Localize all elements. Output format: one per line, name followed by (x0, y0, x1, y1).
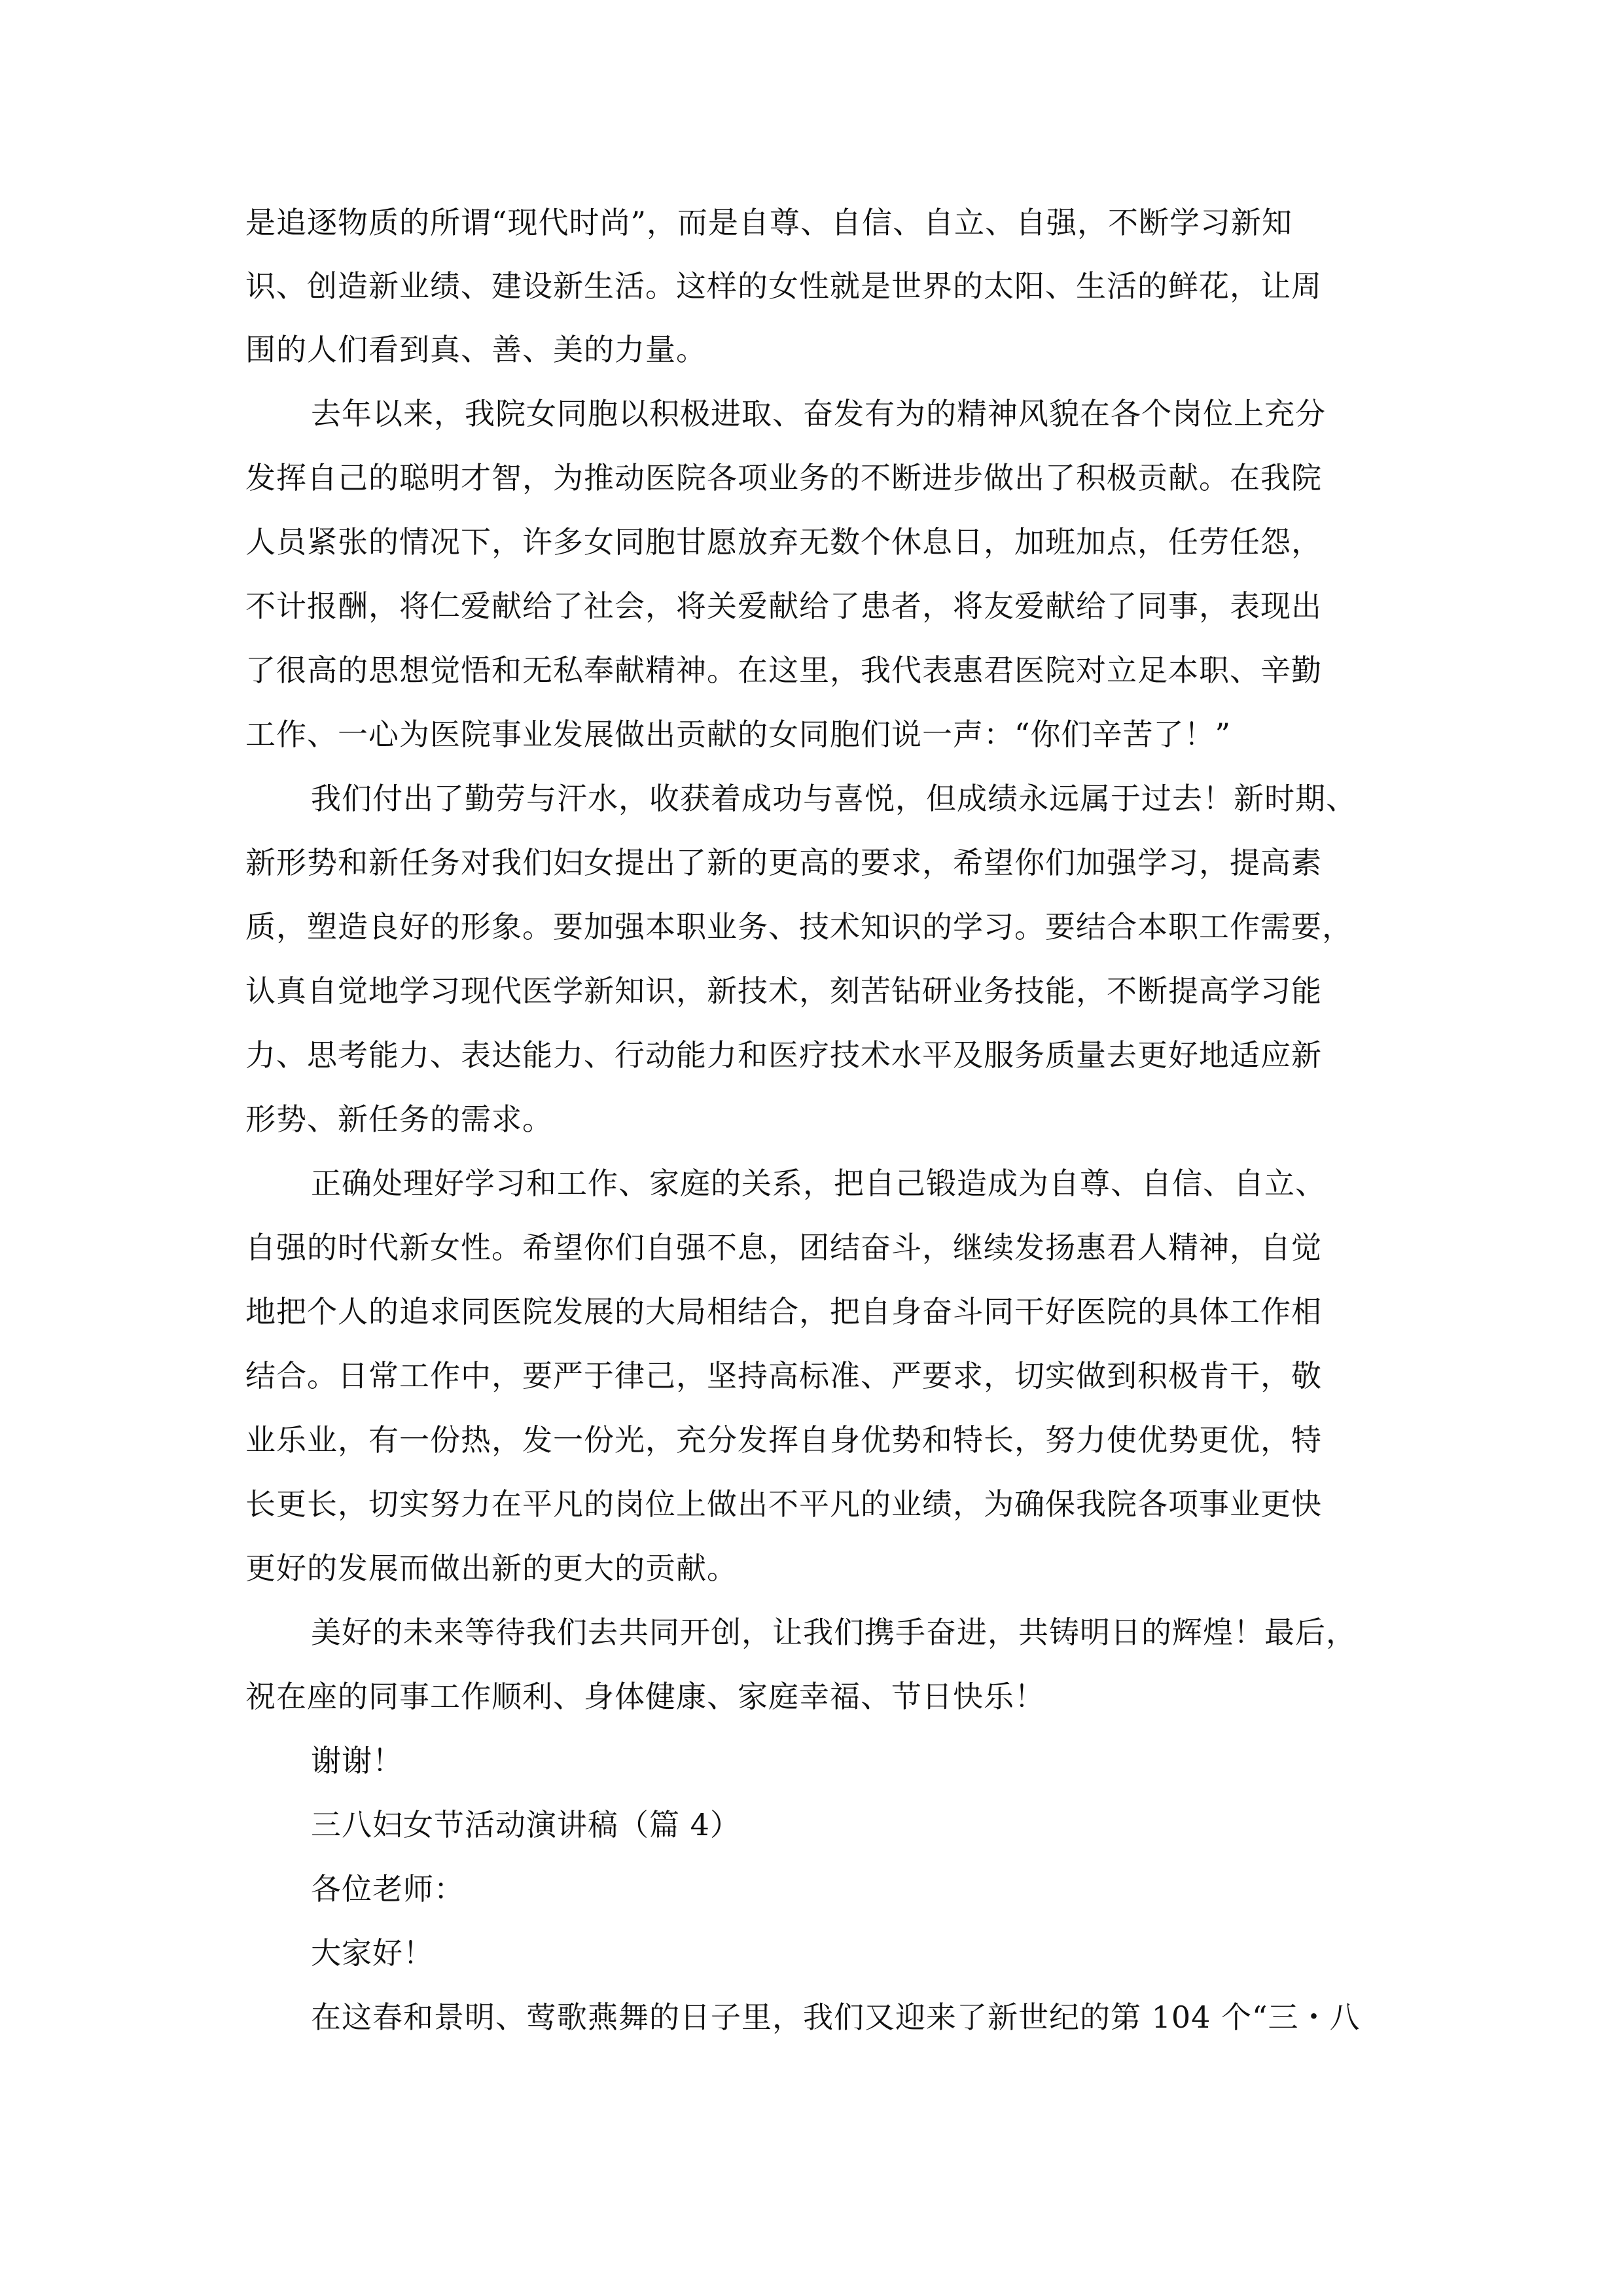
closing-thanks: 谢谢！ (311, 1743, 403, 1778)
text-line: 识、创造新业绩、建设新生活。这样的女性就是世界的太阳、生活的鲜花，让周 (245, 268, 1322, 304)
text-line: 结合。日常工作中，要严于律己，坚持高标准、严要求，切实做到积极肯干，敬 (245, 1358, 1322, 1393)
text-line: 不计报酬，将仁爱献给了社会，将关爱献给了患者，将友爱献给了同事，表现出 (245, 588, 1322, 624)
text-line: 围的人们看到真、善、美的力量。 (245, 332, 707, 367)
paragraph-start-line: 去年以来，我院女同胞以积极进取、奋发有为的精神风貌在各个岗位上充分 (311, 396, 1326, 431)
salutation: 各位老师： (311, 1871, 465, 1907)
text-line: 地把个人的追求同医院发展的大局相结合，把自身奋斗同干好医院的具体工作相 (245, 1294, 1322, 1329)
text-line: 是追逐物质的所谓“现代时尚”，而是自尊、自信、自立、自强，不断学习新知 (245, 205, 1293, 240)
text-line: 发挥自己的聪明才智，为推动医院各项业务的不断进步做出了积极贡献。在我院 (245, 460, 1322, 495)
text-line: 祝在座的同事工作顺利、身体健康、家庭幸福、节日快乐！ (245, 1679, 1045, 1714)
text-line: 人员紧张的情况下，许多女同胞甘愿放弃无数个休息日，加班加点，任劳任怨， (245, 524, 1322, 560)
text-line: 更好的发展而做出新的更大的贡献。 (245, 1551, 738, 1586)
paragraph-start-line: 美好的未来等待我们去共同开创，让我们携手奋进，共铸明日的辉煌！最后， (311, 1615, 1357, 1650)
text-line: 认真自觉地学习现代医学新知识，新技术，刻苦钻研业务技能，不断提高学习能 (245, 973, 1322, 1009)
section-heading: 三八妇女节活动演讲稿（篇 4） (311, 1807, 741, 1842)
text-line: 质，塑造良好的形象。要加强本职业务、技术知识的学习。要结合本职工作需要， (245, 909, 1353, 944)
text-line: 了很高的思想觉悟和无私奉献精神。在这里，我代表惠君医院对立足本职、辛勤 (245, 653, 1322, 688)
text-line: 长更长，切实努力在平凡的岗位上做出不平凡的业绩，为确保我院各项事业更快 (245, 1486, 1322, 1522)
text-line: 业乐业，有一份热，发一份光，充分发挥自身优势和特长，努力使优势更优，特 (245, 1422, 1322, 1458)
text-line: 新形势和新任务对我们妇女提出了新的更高的要求，希望你们加强学习，提高素 (245, 845, 1322, 880)
text-line: 力、思考能力、表达能力、行动能力和医疗技术水平及服务质量去更好地适应新 (245, 1037, 1322, 1073)
paragraph-start-line: 我们付出了勤劳与汗水，收获着成功与喜悦，但成绩永远属于过去！新时期、 (311, 781, 1357, 816)
paragraph-start-line: 正确处理好学习和工作、家庭的关系，把自己锻造成为自尊、自信、自立、 (311, 1166, 1326, 1201)
greeting: 大家好！ (311, 1935, 434, 1971)
text-line: 自强的时代新女性。希望你们自强不息，团结奋斗，继续发扬惠君人精神，自觉 (245, 1230, 1322, 1265)
paragraph-start-line: 在这春和景明、莺歌燕舞的日子里，我们又迎来了新世纪的第 104 个“三・八 (311, 2000, 1361, 2035)
text-line: 形势、新任务的需求。 (245, 1102, 553, 1137)
text-line: 工作、一心为医院事业发展做出贡献的女同胞们说一声：“你们辛苦了！” (245, 717, 1232, 752)
